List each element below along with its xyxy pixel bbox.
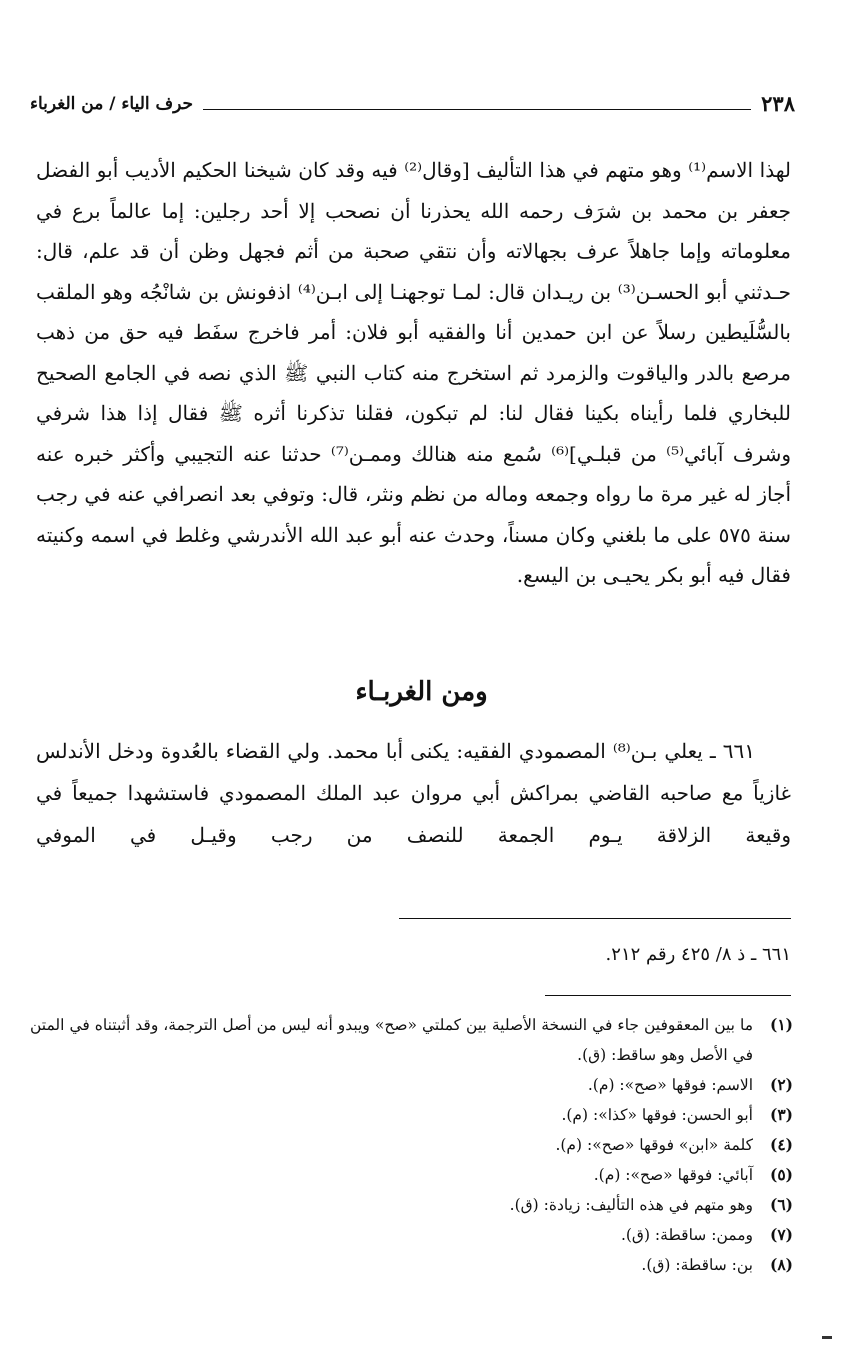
footnotes-list bbox=[30, 1010, 793, 1280]
source-reference: ٦٦١ ـ ذ ٨/ ٤٢٥ رقم ٢١٢. bbox=[605, 944, 791, 965]
footnote-number: (٧) bbox=[769, 1225, 793, 1244]
footnote-text: كلمة «ابن» فوقها «صح»: (م). bbox=[555, 1136, 753, 1154]
footnote-text: وهو متهم في هذه التأليف: زيادة: (ق). bbox=[509, 1196, 753, 1214]
entry-text: ٦٦١ ـ يعلي بـن⁽⁸⁾ المصمودي الفقيه: يكنى أبا محمد. ولي القضاء بالعُدوة ودخل الأندلس غازياً مع صاحبه القاضي بمراكش أبي مروان عبد الملك المصمودي فاستشهدا جميعاً في وقيعة الزلاقة يـوم الجمعة للنصف من رجب وقيـل في الموفي bbox=[36, 739, 791, 847]
source-rule bbox=[399, 918, 791, 919]
main-text-block bbox=[36, 150, 791, 596]
footnote-number: (٤) bbox=[769, 1135, 793, 1154]
footnote-item bbox=[30, 1220, 793, 1250]
page-number: ٢٣٨ bbox=[761, 91, 795, 116]
footnote-number: (٥) bbox=[769, 1165, 793, 1184]
footnote-rule bbox=[545, 995, 791, 996]
footnote-number: (٢) bbox=[769, 1075, 793, 1094]
footnote-item bbox=[30, 1250, 793, 1280]
footnote-item bbox=[30, 1070, 793, 1100]
footnote-text: ما بين المعقوفين جاء في النسخة الأصلية بين كملتي «صح» ويبدو أنه ليس من أصل الترجمة، وقد أثبتناه في المتن في الأصل وهو ساقط: (ق). bbox=[30, 1016, 753, 1064]
main-paragraph: لهذا الاسم⁽¹⁾ وهو متهم في هذا التأليف [وقال⁽²⁾ فيه وقد كان شيخنا الحكيم الأديب أبو الفضل جعفر بن محمد بن شرَف رحمه الله يحذرنا أن نصحب إلا أحد رجلين: إما عالماً برع في معلوماته وإما جاهلاً عرف بجهالاته وأن نتقي صحبة من أثم فجهل وظن أن قد علم، قال: حـدثني أبو الحسـن⁽³⁾ بن ريـدان قال: لمـا توجهنـا إلى ابـن⁽⁴⁾ اذفونش بن شانْجُه وهو الملقب بالسُّلَيطين رسلاً عن ابن حمدين أنا والفقيه أبو فلان: أمر فاخرج سفَط فيه حق من ذهب مرصع بالدر والياقوت والزمرد ثم استخرج منه كتاب النبي ﷺ الذي نصه في الجامع الصحيح للبخاري فلما رأيناه بكينا فقال لنا: لم تبكون، فقلنا تذكرنا أثره ﷺ فقال إذا هذا شرفي وشرف آبائي⁽⁵⁾ من قبلـي]⁽⁶⁾ سُمع منه هنالك وممـن⁽⁷⁾ حدثنا عنه التجيبي وأكثر خبره عنه أجاز له غير مرة ما رواه وجمعه وماله من نظم ونثر، قال: وتوفي بعد انصرافي عنه في رجب سنة ٥٧٥ على ما بلغني وكان مسناً، وحدث عنه أبو عبد الله الأندرشي وغلط في اسمه وكنيته فقال فيه أبو بكر يحيـى بن اليسع. bbox=[36, 158, 792, 587]
footnote-number: (٨) bbox=[769, 1255, 793, 1274]
corner-mark bbox=[822, 1336, 832, 1339]
entry-block bbox=[36, 730, 791, 856]
entry-paragraph bbox=[36, 730, 791, 856]
footnote-text: آبائي: فوقها «صح»: (م). bbox=[593, 1166, 753, 1184]
footnote-text: أبو الحسن: فوقها «كذا»: (م). bbox=[561, 1106, 753, 1124]
running-title: حرف الياء / من الغرباء bbox=[30, 94, 194, 114]
header-rule bbox=[203, 109, 751, 110]
footnote-item bbox=[30, 1190, 793, 1220]
running-header bbox=[30, 86, 795, 116]
footnote-item bbox=[30, 1100, 793, 1130]
section-heading: ومن الغربـاء bbox=[355, 677, 488, 707]
footnote-number: (١) bbox=[769, 1015, 793, 1034]
footnote-text: بن: ساقطة: (ق). bbox=[641, 1256, 753, 1274]
footnote-item bbox=[30, 1160, 793, 1190]
footnote-number: (٣) bbox=[769, 1105, 793, 1124]
footnote-text: الاسم: فوقها «صح»: (م). bbox=[587, 1076, 753, 1094]
footnote-item bbox=[30, 1010, 793, 1070]
footnote-item bbox=[30, 1130, 793, 1160]
footnote-number: (٦) bbox=[769, 1195, 793, 1214]
footnote-text: وممن: ساقطة: (ق). bbox=[620, 1226, 753, 1244]
